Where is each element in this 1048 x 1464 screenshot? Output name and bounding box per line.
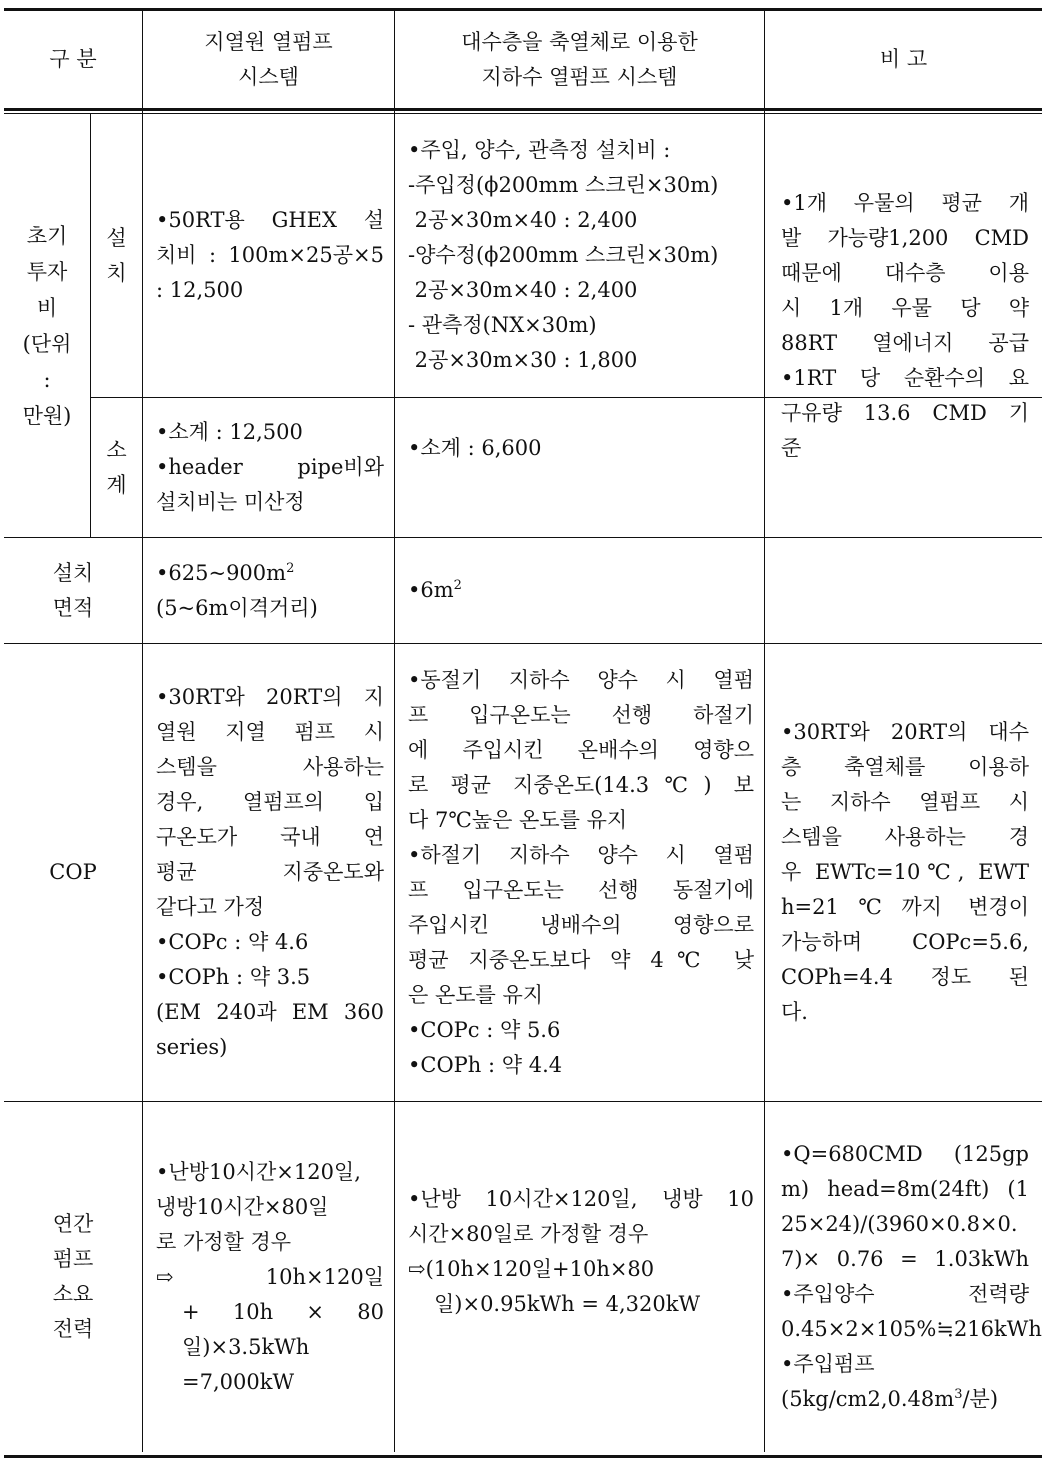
text-line: 우 EWTc=10℃, EWT [781,860,1029,884]
header-category-text: 구 분 [49,47,97,71]
text-line: 발 가능량1,200 CMD [781,225,1029,250]
text-line: 0.45×2×105%≒216kWh [781,1317,1042,1341]
label-line: 설치 [52,560,94,585]
label-line: 소요 [52,1282,94,1306]
text-line: h=21℃까지 변경이 [781,895,1029,919]
text-line: 로 가정할 경우 [156,1229,292,1254]
text-line: 주입시킨 냉배수의 영향으로 [408,912,754,937]
label-line: (단위 [22,331,72,356]
text-line: m) head=8m(24ft) (1 [781,1177,1029,1201]
text-line: •소계 : 12,500 [156,420,303,444]
subtotal-sublabel [91,398,142,537]
pump-power-groundwater [408,1102,754,1402]
text-line: ⇨(10h×120일+10h×80 [408,1257,655,1281]
text-line: •난방10시간×120일, [156,1159,361,1184]
header-geothermal-line: 시스템 [238,64,299,89]
text-line: •30RT와 20RT의 지 [156,685,384,709]
text-line: •동절기 지하수 양수 시 열펌 [408,667,754,692]
area-unit-exponent: 2 [286,560,295,576]
text-line: •1개 우물의 평균 개 [781,190,1029,215]
cop-label [4,644,142,1101]
column-divider [764,11,765,1452]
text-line: 구온도가 국내 연 [156,825,384,849]
text-line: •COPh : 약 4.4 [408,1052,563,1077]
text-line: 구유량 13.6 CMD 기 [781,400,1029,425]
cop-geothermal [156,644,384,1101]
subtotal-groundwater [408,398,754,498]
text-line [156,556,384,591]
text-line: 2공×30m×40 : 2,400 [408,278,638,302]
area-value: •625~900m [156,560,287,585]
header-remarks [765,11,1042,108]
header-groundwater-line: 지하수 열펌프 시스템 [481,64,678,89]
text-line: 스템을 사용하는 경 [781,825,1029,849]
text-line: 다. [781,1000,808,1024]
label-line: : [43,367,51,392]
text-line: (5~6m이격거리) [156,595,318,620]
header-geothermal [143,11,394,108]
text-line: 준 [781,435,802,460]
text-line: •header pipe비와 [156,455,384,479]
text-line: •난방 10시간×120일, 냉방 10 [408,1187,754,1211]
text-line: 스템을 사용하는 [156,755,384,779]
text-line: -양수정(ϕ200mm 스크린×30m) [408,243,719,267]
text-line: series) [156,1035,228,1059]
text-line: •주입펌프 [781,1352,875,1376]
install-sublabel [91,114,142,397]
area-label [4,538,142,643]
label-line: 초기 [26,223,68,248]
text-line: •1RT 당 순환수의 요 [781,365,1029,390]
column-divider [394,11,395,1452]
text-line: 냉방10시간×80일 [156,1194,329,1219]
area-unit-exponent: 2 [453,578,462,593]
text-line: 평균 지중온도와 [156,860,384,884]
pump-spec: (5kg/cm2,0.48m [781,1387,955,1411]
text-line: ⇨ 10h×120일 [156,1264,384,1289]
text-line: 층 축열체를 이용하 [781,755,1029,779]
text-line: 다 7℃높은 온도를 유지 [408,807,628,832]
text-line: 경우, 열펌프의 입 [156,790,384,814]
column-divider [142,11,143,1452]
text-line: •50RT용 GHEX 설 [156,208,384,232]
header-groundwater-line: 대수층을 축열체로 이용한 [461,29,698,54]
area-geothermal [156,538,384,643]
text-line: 로 평균 지중온도(14.3℃) 보 [408,772,754,797]
text-line: 2공×30m×30 : 1,800 [408,348,638,372]
text-line: 2공×30m×40 : 2,400 [408,208,638,232]
text-line: =7,000kW [182,1369,295,1394]
text-line: •하절기 지하수 양수 시 열펌 [408,842,754,867]
text-line: 시간×80일로 가정할 경우 [408,1222,649,1246]
text-line: •소계 : 6,600 [408,435,542,460]
text-line: 같다고 가정 [156,895,265,919]
text-line: 치비 : 100m×25공×5 [156,243,384,267]
text-line [408,573,754,608]
text-line: •COPc : 약 4.6 [156,930,309,954]
cop-remark [781,644,1029,1101]
text-line: 일)×3.5kWh [182,1334,310,1359]
text-line: 프 입구온도는 선행 하절기 [408,702,754,727]
text-line: 에 주입시킨 온배수의 영향으 [408,737,754,762]
header-category [4,11,142,108]
label-line: 치 [106,260,127,285]
text-line: COPh=4.4 정도 된 [781,965,1029,989]
pump-power-geothermal [156,1102,384,1452]
header-divider [4,108,1042,111]
text-line [781,1382,1029,1417]
text-line: •30RT와 20RT의 대수 [781,720,1029,744]
label-line: COP [49,860,97,884]
area-groundwater [408,538,754,643]
text-line: -주입정(ϕ200mm 스크린×30m) [408,173,719,197]
comparison-table [4,8,1042,1458]
text-line: •Q=680CMD (125gp [781,1142,1029,1166]
label-line: 계 [106,472,127,497]
text-line: •주입, 양수, 관측정 설치비 : [408,138,671,162]
text-line: + 10h × 80 [182,1299,384,1324]
area-value: •6m [408,578,454,602]
text-line: 25×24)/(3960×0.8×0. [781,1212,1018,1236]
pump-spec-unit: /분) [962,1387,999,1411]
text-line: - 관측정(NX×30m) [408,313,597,337]
label-line: 면적 [52,595,94,620]
text-line: : 12,500 [156,278,244,302]
initial-cost-remark [781,114,1029,537]
label-line: 전력 [52,1317,94,1341]
text-line: 열원 지열 펌프 시 [156,720,384,744]
text-line: •COPc : 약 5.6 [408,1017,561,1042]
initial-cost-label [4,114,90,537]
label-line: 비 [36,295,58,320]
header-groundwater [395,11,764,108]
cop-groundwater [408,644,754,1101]
text-line: 일)×0.95kWh = 4,320kW [434,1292,701,1316]
text-line: 는 지하수 열펌프 시 [781,790,1029,814]
text-line: (EM 240과 EM 360 [156,1000,384,1024]
label-line: 설 [106,225,127,250]
install-cost-groundwater [408,114,754,397]
label-line: 소 [106,437,127,462]
text-line: •주입양수 전력량 [781,1282,1029,1306]
header-remarks-text: 비 고 [879,47,928,71]
install-cost-geothermal [156,114,384,397]
pump-power-label [4,1102,142,1452]
text-line: 평균 지중온도보다 약 4℃ 낮 [408,947,754,972]
header-geothermal-line: 지열원 열펌프 [204,29,333,54]
label-line: 펌프 [52,1247,94,1271]
text-line: 가능하며 COPc=5.6, [781,930,1029,954]
text-line: 때문에 대수층 이용 [781,260,1029,285]
subtotal-geothermal [156,398,384,537]
text-line: 설치비는 미산정 [156,490,305,514]
text-line: 시 1개 우물 당 약 [781,295,1029,320]
text-line: •COPh : 약 3.5 [156,965,311,989]
label-line: 연간 [52,1212,94,1236]
pump-power-remark [781,1102,1042,1452]
text-line: 은 온도를 유지 [408,982,544,1007]
label-line: 만원) [22,403,72,428]
pump-spec-exponent: 3 [954,1387,963,1402]
text-line: 프 입구온도는 선행 동절기에 [408,877,754,902]
label-line: 투자 [26,259,68,284]
text-line: 88RT 열에너지 공급 [781,330,1029,355]
text-line: 7)× 0.76 = 1.03kWh [781,1247,1029,1271]
